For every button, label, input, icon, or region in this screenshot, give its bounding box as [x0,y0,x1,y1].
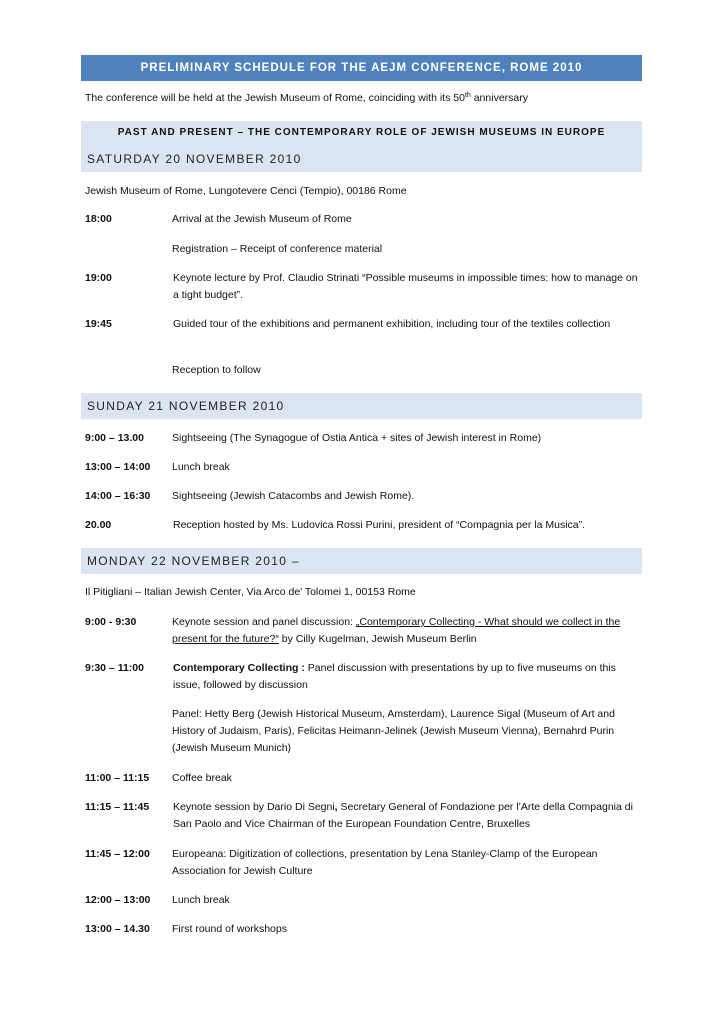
time-slot: 19:00 [85,272,112,284]
time-slot: 14:00 – 16:30 [85,490,151,502]
day-heading-saturday: SATURDAY 20 NOVEMBER 2010 [87,152,302,166]
item-text: Secretary General of Fondazione per l’Arte della Compagnia di San Paolo and Vice Chairman of the European Foundation Centre, Bruxelles [173,801,633,830]
time-slot: 11:00 – 11:15 [85,772,150,784]
schedule-item: Lunch break [172,461,230,473]
schedule-item: Guided tour of the exhibitions and permanent exhibition, including tour of the textiles collection [173,318,611,330]
item-text: Keynote session and panel discussion: [172,616,356,628]
time-slot: 19:45 [85,318,112,330]
schedule-item: Sightseeing (The Synagogue of Ostia Antica + sites of Jewish interest in Rome) [172,432,542,444]
time-slot: 9:00 - 9:30 [85,616,137,628]
schedule-item: Lunch break [172,894,230,906]
time-slot: 20.00 [85,519,112,531]
schedule-item: Reception to follow [172,364,261,376]
schedule-item: First round of workshops [172,923,287,935]
schedule-item: Europeana: Digitization of collections, presentation by Lena Stanley-Clamp of the European Association for Jewish Culture [172,848,598,877]
schedule-item: Panel: Hetty Berg (Jewish Historical Museum, Amsterdam), Laurence Sigal (Museum of Art and History of Judaism, Paris), Felicitas Heimann-Jelinek (Jewish Museum Vienna), Bernahrd Purin (Jewish Museum Munich) [172,708,615,754]
session-title: Contemporary Collecting : [173,662,305,674]
time-slot: 12:00 – 13:00 [85,894,151,906]
venue-monday: Il Pitigliani – Italian Jewish Center, Via Arco de’ Tolomei 1, 00153 Rome [85,586,416,598]
time-slot: 11:45 – 12:00 [85,848,150,860]
schedule-item: Keynote lecture by Prof. Claudio Strinati “Possible museums in impossible times: how to manage on a tight budget”. [173,272,638,301]
time-slot: 11:15 – 11:45 [85,801,150,813]
time-slot: 13:00 – 14.30 [85,923,150,935]
day-heading-monday [81,548,642,574]
item-text: , [334,801,338,813]
time-slot: 18:00 [85,213,112,225]
day-heading-sunday [81,393,642,419]
intro-sup: th [464,92,471,99]
conference-theme: PAST AND PRESENT – THE CONTEMPORARY ROLE OF JEWISH MUSEUMS IN EUROPE [117,127,606,138]
page-title-text: PRELIMINARY SCHEDULE FOR THE AEJM CONFERENCE, ROME 2010 [140,62,583,74]
time-slot: 9:30 – 11:00 [85,662,144,674]
schedule-item [173,799,643,833]
schedule-item: Coffee break [172,772,232,784]
schedule-item [172,614,642,648]
intro-text [85,92,528,104]
day-heading-sunday-text: SUNDAY 21 NOVEMBER 2010 [87,399,285,413]
intro-suffix: anniversary [470,92,528,104]
time-slot: 9:00 – 13.00 [85,432,144,444]
time-slot: 13:00 – 14:00 [85,461,151,473]
item-text: Panel discussion with presentations by up to five museums on this issue, followed by discussion [173,662,616,691]
page-title [81,55,642,81]
venue-saturday: Jewish Museum of Rome, Lungotevere Cenci (Tempio), 00186 Rome [85,185,407,197]
intro-main: The conference will be held at the Jewish Museum of Rome, coinciding with its 50 [85,92,465,104]
talk-title: „Contemporary Collecting - What should we collect in the present for the future?“ [172,616,621,645]
schedule-item: Sightseeing (Jewish Catacombs and Jewish Rome). [172,490,415,502]
day-heading-monday-text: MONDAY 22 NOVEMBER 2010 – [87,554,300,568]
item-text: Keynote session by Dario Di Segni [173,801,335,813]
schedule-item: Reception hosted by Ms. Ludovica Rossi Purini, president of “Compagnia per la Musica”. [173,519,586,531]
schedule-item: Arrival at the Jewish Museum of Rome [172,213,352,225]
schedule-item: Registration – Receipt of conference material [172,243,383,255]
theme-header-box [81,121,642,172]
item-text: by Cilly Kugelman, Jewish Museum Berlin [278,633,477,645]
schedule-item [173,660,643,694]
